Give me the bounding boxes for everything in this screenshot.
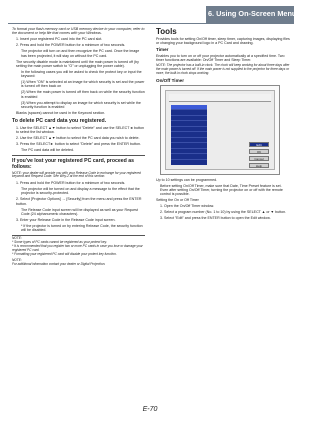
settings-count: Up to 10 settings can be programmed.	[156, 177, 218, 182]
bullet-security-disable: The security disable mode is maintained until the main power is turned off (by setting the main power switch to "O" or unplugging the power cable).	[16, 59, 139, 68]
step-2-detail: The projector will turn on and then recognize the PC card. Once the image has been projected, it will stay on without the PC card.	[21, 49, 140, 58]
osd-help-button: Help	[249, 163, 269, 169]
heading-tools: Tools	[156, 27, 177, 36]
bullet-date-time: Before setting On/Off Timer, make sure that Date, Time Preset feature is set.	[160, 183, 282, 188]
case-2: (2) When the main power is turned off then back on while the security function is enabled	[21, 90, 145, 99]
bullet-security-cont: In the following cases you will be asked to check the protect key or input the keyword:	[21, 69, 142, 79]
osd-list-row	[171, 154, 207, 160]
delete-step-2: 2. Use the SELECT ▲▼ button to select the PC card data you wish to delete.	[16, 135, 140, 140]
note-heading: NOTE:	[12, 257, 22, 262]
intro-text: To format your flash memory card or USB memory device in your computer, refer to the document or help file that comes with your Windows.	[12, 27, 145, 36]
lost-step-2-detail: The Release Code input screen will be displayed as well as your Request Code (24 alphanumeric characters).	[21, 207, 138, 216]
case-1: (1) When "ON" is selected at an image for which security is set and the power is turned off then back on	[21, 80, 145, 89]
heading-lost-card: If you've lost your registered PC card, proceed as follows:	[12, 157, 135, 170]
delete-step-1: 1. Use the SELECT ▲▼ button to select "Delete" and use the SELECT◄ button to select the list window.	[16, 125, 145, 134]
divider	[12, 235, 145, 236]
lost-step-1: 1. Press and hold the POWER button for a minimum of two seconds.	[16, 181, 126, 186]
note-heading: NOTE:	[12, 236, 22, 241]
lost-step-3-detail: * If the projector is turned on by entering Release Code, the security function will be disabled.	[21, 223, 143, 233]
osd-edit-button: Edit	[249, 142, 269, 148]
timer-note: NOTE: The projector has a built-in clock. The clock will keep working for about three days after the main power is turned off. If the main power is not supplied to the projector for three days or more, the built-in clock stops working.	[156, 62, 290, 75]
lost-step-2: 2. Select [Projector Options] → [Security] from the menu and press the ENTER button.	[16, 197, 142, 206]
osd-ok-button: OK	[249, 149, 269, 155]
note-item: * It is recommended that you register two or more PC cards in case you lose or damage your registered PC card.	[12, 244, 143, 253]
set-step-1: 1. Open the On/Off Timer window.	[160, 204, 215, 209]
note-item: * Formatting your registered PC card will disable your protect key function.	[12, 252, 117, 257]
divider	[12, 155, 145, 156]
set-step-2: 2. Select a program number (No. 1 to 10) by using the SELECT ▲ or ▼ button.	[160, 210, 287, 215]
timer-text: Enables you to turn on or off your projector automatically at a specified time. Two timer functions are available: On/Off Timer and Sleep Timer.	[156, 53, 285, 62]
osd-cancel-button: Cancel	[249, 156, 269, 162]
tools-intro: Provides tools for setting On/Off timer, sleep timer, capturing images, displaying files or changing your background logo in a PC Card and drawing.	[156, 37, 290, 46]
header-rule	[8, 23, 294, 24]
delete-step-3-detail: The PC card data will be deleted.	[21, 147, 74, 152]
onoff-timer-label: On/Off Timer	[156, 77, 184, 83]
lost-note: NOTE: your dealer will provide you with your Release Code in exchange for your registered keyword and Request Code. See Why-2 at the end of this section.	[12, 170, 141, 179]
delete-step-3: 3. Press the SELECT► button to select "Delete" and press the ENTER button.	[16, 141, 141, 146]
bullet-remote: Even after setting On/Off Timer, turning the projector on or off with the remote control is possible.	[160, 187, 283, 197]
lost-step-1-detail: The projector will be turned on and display a message to the effect that the projector is security-protected.	[21, 187, 140, 196]
right-column	[156, 27, 292, 222]
osd-titlebar	[169, 94, 271, 102]
heading-delete: To delete PC card data you registered.	[12, 117, 107, 124]
page-number: E-70	[142, 406, 158, 413]
note-contact: For additional information contact your dealer or Digital Projection.	[12, 261, 106, 266]
section-title: 6. Using On-Screen Menu	[208, 9, 297, 18]
lost-step-3: 3. Enter your Release Code in the Release Code input screen.	[16, 217, 116, 222]
onoff-timer-screenshot	[160, 85, 280, 175]
step-2: 2. Press and hold the POWER button for a minimum of two seconds.	[16, 43, 126, 48]
case-3: (3) When you attempt to display an image for which security is set while the security function is enabled	[21, 100, 141, 109]
left-column	[12, 27, 145, 266]
step-1: 1. Insert your registered PC card into the PC card slot.	[16, 37, 103, 42]
osd-program-list	[171, 105, 207, 165]
note-item: * Some types of PC cards cannot be registered as your protect key.	[12, 240, 107, 245]
heading-setting-timer: Setting the On or Off Timer	[156, 198, 199, 203]
bullet-blanks: Blanks (spaces) cannot be used in the Keyword section.	[16, 110, 106, 115]
heading-timer: Timer	[156, 47, 169, 53]
set-step-3: 3. Select "Edit" and press the ENTER button to open the Edit window.	[160, 216, 271, 221]
